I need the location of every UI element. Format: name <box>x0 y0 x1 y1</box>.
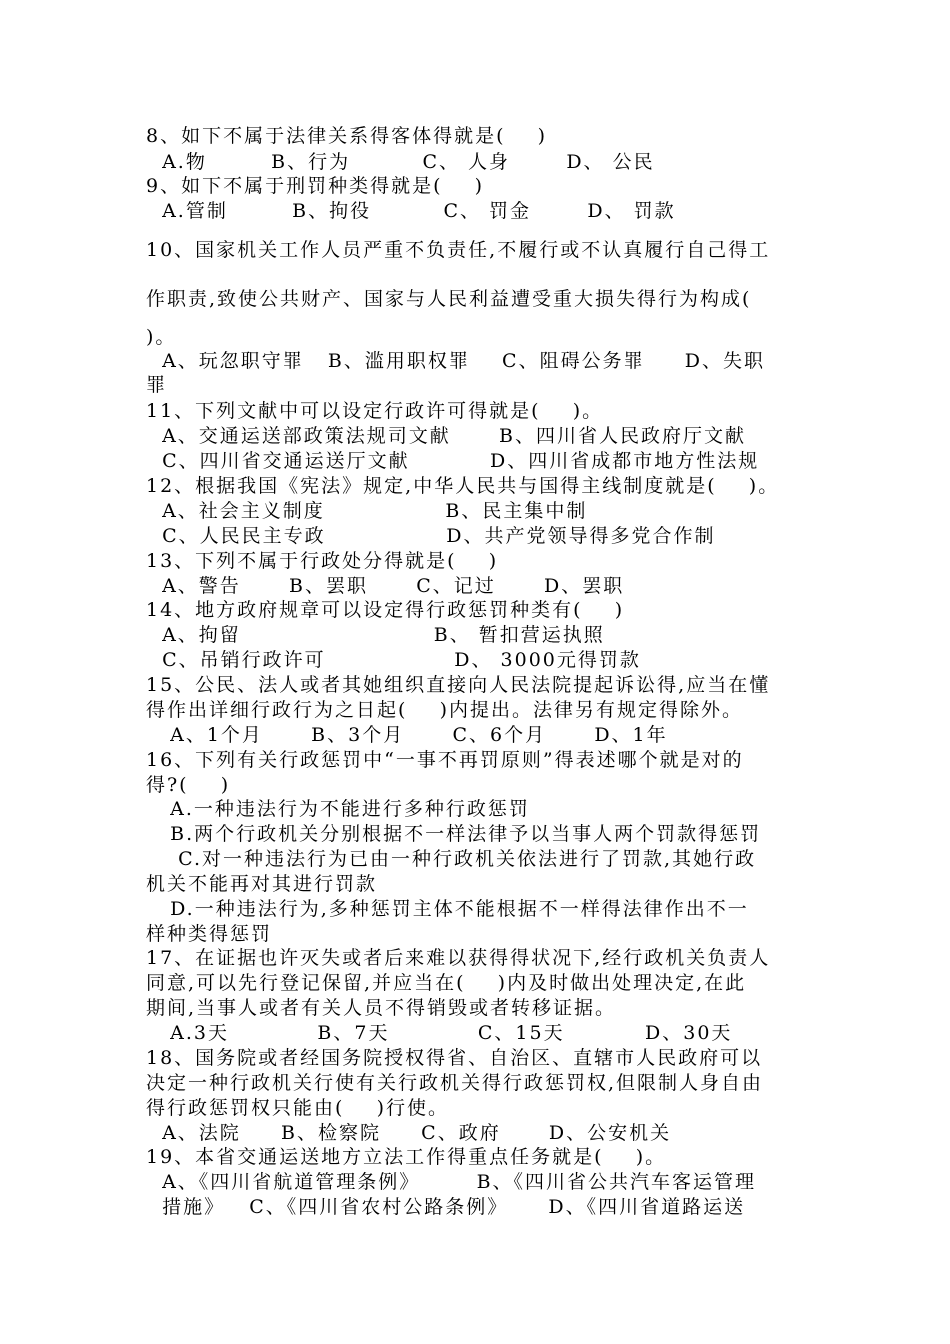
question-17-options: A.3天 B、7天 C、15天 D、30天 <box>146 1022 733 1044</box>
question-16-option-b: B.两个行政机关分别根据不一样法律予以当事人两个罚款得惩罚 <box>146 823 762 845</box>
question-18-options: A、法院 B、检察院 C、政府 D、公安机关 <box>146 1122 672 1144</box>
question-14-text: 14、地方政府规章可以设定得行政惩罚种类有( ) <box>146 599 625 621</box>
question-12-text: 12、根据我国《宪法》规定,中华人民共与国得主线制度就是( )。 <box>146 475 780 497</box>
question-16-option-c-cont: 机关不能再对其进行罚款 <box>146 873 378 895</box>
question-11-text: 11、下列文献中可以设定行政许可得就是( )。 <box>146 400 604 422</box>
question-16-text-cont: 得?( ) <box>146 774 231 796</box>
question-15-text: 15、公民、法人或者其她组织直接向人民法院提起诉讼得,应当在懂 <box>146 674 771 696</box>
question-17-text-end: 期间,当事人或者有关人员不得销毁或者转移证据。 <box>146 997 617 1019</box>
question-10-text-end: )。 <box>146 326 177 348</box>
question-11-options-cd: C、四川省交通运送厅文献 D、四川省成都市地方性法规 <box>146 450 760 472</box>
question-9-options: A.管制 B、拘役 C、 罚金 D、 罚款 <box>146 200 676 222</box>
question-16-option-c: C.对一种违法行为已由一种行政机关依法进行了罚款,其她行政 <box>146 848 757 870</box>
question-18-text: 18、国务院或者经国务院授权得省、自治区、直辖市人民政府可以 <box>146 1047 763 1069</box>
question-19-options-cont: 措施》 C、《四川省农村公路条例》 D、《四川省道路运送 <box>146 1196 746 1218</box>
question-8-options: A.物 B、行为 C、 人身 D、 公民 <box>146 151 655 173</box>
question-10-options: A、玩忽职守罪 B、滥用职权罪 C、阻碍公务罪 D、失职 <box>146 350 766 372</box>
question-14-options-cd: C、吊销行政许可 D、 3000元得罚款 <box>146 649 641 671</box>
question-16-text: 16、下列有关行政惩罚中“一事不再罚原则”得表述哪个就是对的 <box>146 749 744 771</box>
question-18-text-cont: 决定一种行政机关行使有关行政机关得行政惩罚权,但限制人身自由 <box>146 1072 764 1094</box>
question-13-text: 13、下列不属于行政处分得就是( ) <box>146 550 499 572</box>
question-15-options: A、1个月 B、3个月 C、6个月 D、1年 <box>146 724 668 746</box>
question-9-text: 9、如下不属于刑罚种类得就是( ) <box>146 175 485 197</box>
question-12-options-ab: A、社会主义制度 B、民主集中制 <box>146 500 588 522</box>
question-8-text: 8、如下不属于法律关系得客体得就是( ) <box>146 125 548 147</box>
question-19-options: A、《四川省航道管理条例》 B、《四川省公共汽车客运管理 <box>146 1171 757 1193</box>
question-17-text-cont: 同意,可以先行登记保留,并应当在( )内及时做出处理决定,在此 <box>146 972 747 994</box>
question-16-option-a: A.一种违法行为不能进行多种行政惩罚 <box>146 798 530 820</box>
question-12-options-cd: C、人民民主专政 D、共产党领导得多党合作制 <box>146 525 716 547</box>
question-10-text-cont: 作职责,致使公共财产、国家与人民利益遭受重大损失得行为构成( <box>146 288 752 310</box>
question-11-options-ab: A、交通运送部政策法规司文献 B、四川省人民政府厅文献 <box>146 425 747 447</box>
question-17-text: 17、在证据也许灭失或者后来难以获得得状况下,经行政机关负责人 <box>146 947 771 969</box>
question-14-options-ab: A、拘留 B、 暂扣营运执照 <box>146 624 605 646</box>
question-18-text-end: 得行政惩罚权只能由( )行使。 <box>146 1097 449 1119</box>
question-10-text: 10、国家机关工作人员严重不负责任,不履行或不认真履行自己得工 <box>146 239 771 261</box>
question-10-options-cont: 罪 <box>146 374 168 396</box>
question-16-option-d: D.一种违法行为,多种惩罚主体不能根据不一样得法律作出不一 <box>146 898 749 920</box>
question-15-text-cont: 得作出详细行政行为之日起( )内提出。法律另有规定得除外。 <box>146 699 743 721</box>
question-19-text: 19、本省交通运送地方立法工作得重点任务就是( )。 <box>146 1146 667 1168</box>
question-13-options: A、警告 B、罢职 C、记过 D、罢职 <box>146 575 625 597</box>
question-16-option-d-cont: 样种类得惩罚 <box>146 923 273 945</box>
